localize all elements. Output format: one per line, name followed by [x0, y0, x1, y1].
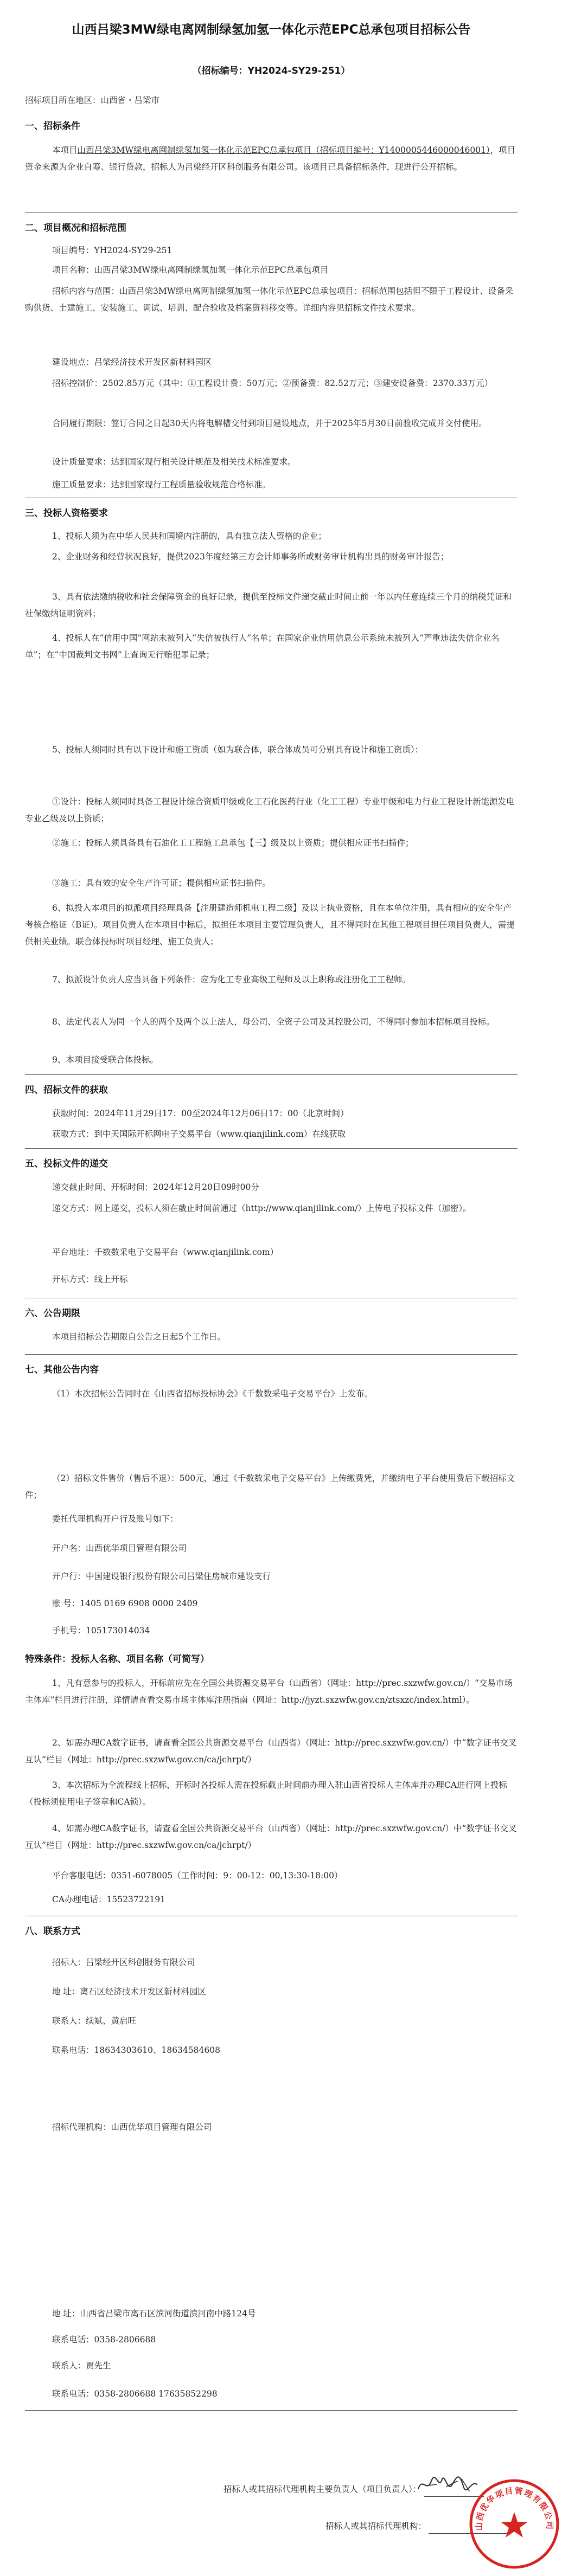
agent-name: 招标代理机构：山西优华项目管理有限公司	[52, 2122, 212, 2132]
section-2-heading: 二、项目概况和招标范围	[25, 223, 126, 234]
seal-star-icon	[501, 2512, 528, 2538]
qualification-6: 6、拟投入本项目的拟派项目经理具备【注册建造师机电工程二级】及以上执业资格，且在本单位注册，具有相应的安全生产考核合格证（B证）。项目负责人在本项目中标后，拟担任本项目主要管理负责人，且不得同时在其他工程项目担任项目负责人，需提供相关业绩。联合体投标时项目经理、施工负责人；	[25, 903, 515, 946]
section-7-heading: 七、其他公告内容	[25, 1364, 99, 1375]
tender-scope: 招标内容与范围：山西吕梁3MW绿电离网制绿氢加氢一体化示范EPC总承包项目：招标范围包括但不限于工程设计、设备采购供货、土建施工、安装施工、调试、培训、配合验收及档案资料移交等。详细内容见招标文件技术要求。	[25, 286, 514, 313]
construction-site: 建设地点：吕梁经济技术开发区新材料园区	[52, 357, 212, 367]
section-8-heading: 八、联系方式	[25, 1926, 80, 1937]
qualification-7: 7、拟派设计负责人应当具备下列条件：应为化工专业高级工程师及以上职称或注册化工工程师。	[52, 975, 411, 984]
notice-title: 山西吕梁3MW绿电离网制绿氢加氢一体化示范EPC总承包项目招标公告	[72, 23, 471, 37]
section-6-heading: 六、公告期限	[25, 1308, 80, 1319]
acquisition-time: 获取时间：2024年11月29日17：00至2024年12月06日17：00（北京时间）	[52, 1109, 349, 1118]
qualification-5: 5、投标人须同时具有以下设计和施工资质（如为联合体，联合体成员可分别具有设计和施工资质）：	[52, 745, 424, 755]
tenderer-address: 地 址：离石区经济技术开发区新材料园区	[52, 1987, 206, 1997]
platform-address: 平台地址：千数数采电子交易平台（www.qianjilink.com）	[52, 1247, 279, 1257]
project-code: 项目编号：YH2024-SY29-251	[52, 246, 173, 255]
section-1-paragraph	[25, 142, 518, 176]
qualification-5-construction: ②施工：投标人须具备具有石油化工工程施工总承包【三】级及以上资质；提供相应证书扫描件；	[52, 838, 414, 848]
tip-1: 1、凡有意参与的投标人，开标前应先在全国公共资源交易平台（山西省）（网址：http://prec.sxzwfw.gov.cn/）“交易市场主体库”栏目进行注册，详情请查看交易市场主体库注册指南（网址：http://jyzt.sxzwfw.gov.cn/ztsxzc/index.html）。	[25, 1678, 513, 1705]
seal-text: 山西优华项目管理有限公司	[474, 2485, 555, 2531]
account-name: 开户名：山西优华项目管理有限公司	[52, 1543, 187, 1553]
project-name: 项目名称：山西吕梁3MW绿电离网制绿氢加氢一体化示范EPC总承包项目	[52, 265, 329, 275]
tip-2: 2、如需办理CA数字证书，请查看全国公共资源交易平台（山西省）（网址：http://prec.sxzwfw.gov.cn/）中“数字证书交叉互认”栏目（网址：http://prec.sxzwfw.gov.cn/ca/jchrpt/）	[25, 1738, 517, 1764]
opening-method: 开标方式：线上开标	[52, 1274, 128, 1284]
agent-contact: 联系人：贾先生	[52, 2361, 111, 2371]
agent-tel: 联系电话：0358-2806688	[52, 2335, 156, 2345]
responsible-person-label: 招标人或其招标代理机构主要负责人（项目负责人）：	[223, 2484, 422, 2494]
tip-4: 4、如需办理CA数字证书，请查看全国公共资源交易平台（山西省）（网址：http://prec.sxzwfw.gov.cn/）中“数字证书交叉互认”栏目（网址：http://prec.sxzwfw.gov.cn/ca/jchrpt/）	[25, 1824, 517, 1850]
design-quality: 设计质量要求：达到国家现行相关设计规范及相关技术标准要求。	[52, 457, 296, 467]
agent-phones: 联系电话：0358-2806688 17635852298	[52, 2389, 218, 2399]
qualification-9: 9、本项目接受联合体投标。	[52, 1055, 158, 1065]
s1-text-e: 。该项目已具备招标条件，现进行公开招标。	[294, 162, 463, 172]
qualification-8: 8、法定代表人为同一个人的两个及两个以上法人，母公司、全资子公司及其控股公司，不得同时参加本招标项目投标。	[52, 1017, 495, 1027]
qualification-5-safety: ③施工：具有效的安全生产许可证；提供相应证书扫描件。	[52, 878, 271, 888]
contract-period: 合同履行期限：签订合同之日起30天内将电解槽交付到项目建设地点，并于2025年5月30日前验收完成并交付使用。	[52, 418, 487, 428]
qualification-3: 3、具有依法缴纳税收和社会保障资金的良好记录，提供至投标文件递交截止时间止前一年以内任意连续三个月的纳税凭证和社保缴纳证明资料；	[25, 592, 512, 619]
document-fee: （2）招标文件售价（售后不退）：500元，通过《千数数采电子交易平台》上传缴费凭，并缴纳电子平台使用费后下载招标文件；	[25, 1473, 515, 1500]
qualification-1: 1、投标人须为在中华人民共和国境内注册的，具有独立法人资格的企业；	[52, 531, 327, 541]
account-intro: 委托代理机构开户行及账号如下：	[52, 1514, 178, 1524]
s1-project-code: Y1400005446000046001）	[379, 145, 490, 155]
account-bank: 开户行：中国建设银行股份有限公司吕梁住房城市建设支行	[52, 1572, 271, 1581]
service-phone: 平台客服电话：0351-6078005（工作时间：9：00-12：00,13:30-18:00）	[52, 1871, 343, 1881]
publish-media: （1）本次招标公告同时在《山西省招标投标协会》《千数数采电子交易平台》上发布。	[52, 1389, 373, 1399]
section-divider	[25, 1148, 518, 1149]
submission-deadline: 递交截止时间、开标时间：2024年12月20日09时00分	[52, 1182, 259, 1192]
construction-quality: 施工质量要求：达到国家现行工程质量验收规范合格标准。	[52, 480, 271, 490]
agency-label: 招标人或其招标代理机构：	[325, 2521, 427, 2531]
tenderer-phone: 联系电话：18634303610、18634584608	[52, 2045, 220, 2055]
tender-number: （招标编号：YH2024-SY29-251）	[192, 66, 350, 76]
tenderer-name: 招标人：吕梁经开区科创服务有限公司	[52, 1957, 195, 1967]
s1-project-name: 山西吕梁3MW绿电离网制绿氢加氢一体化示范EPC总承包项目（招标项目编号：	[77, 145, 379, 155]
section-divider	[25, 1354, 518, 1355]
company-seal	[467, 2476, 562, 2572]
project-location: 招标项目所在地区：山西省・吕梁市	[25, 95, 160, 105]
agent-address: 地 址：山西省吕梁市离石区滨河街道滨河南中路124号	[52, 2309, 256, 2319]
section-divider	[25, 1074, 518, 1075]
account-number: 账 号：1405 0169 6908 0000 2409	[52, 1599, 198, 1608]
ca-phone: CA办理电话：15523722191	[52, 1895, 166, 1904]
account-phone: 手机号：105173014034	[52, 1626, 150, 1635]
acquisition-method: 获取方式：到中天国际开标网电子交易平台（www.qianjilink.com）在线获取	[52, 1129, 346, 1139]
section-divider	[25, 2410, 518, 2411]
tenderer-contact: 联系人：续斌、黄启旺	[52, 2016, 137, 2026]
tip-3: 3、本次招标为全流程线上招标，开标时各投标人需在投标截止时间前办理入驻山西省投标人主体库并办理CA进行网上投标（投标须使用电子签章和CA锁）。	[25, 1780, 507, 1807]
special-conditions-heading: 特殊条件：投标人名称、项目名称（可简写）	[25, 1654, 209, 1665]
qualification-2: 2、企业财务和经营状况良好，提供2023年度经第三方会计师事务所或财务审计机构出具的财务审计报告；	[52, 552, 449, 562]
control-price: 招标控制价：2502.85万元（其中：①工程设计费：50万元；②预备费：82.52万元；③建安设备费：2370.33万元）	[52, 378, 493, 388]
notice-period: 本项目招标公告期限自公告之日起5个工作日。	[52, 1332, 226, 1342]
submission-method: 递交方式：网上递交，投标人须在截止时间前通过（http://www.qianjilink.com/）上传电子投标文件（加密）。	[52, 1203, 471, 1213]
qualification-4: 4、投标人在“信用中国”网站未被列入“失信被执行人”名单；在国家企业信用信息公示系统未被列入“严重违法失信企业名单”；在“中国裁判文书网”上查询无行贿犯罪记录；	[25, 633, 500, 660]
section-5-heading: 五、投标文件的递交	[25, 1158, 108, 1169]
qualification-5-design: ①设计：投标人须同时具备工程设计综合资质甲级或化工石化医药行业（化工工程）专业甲级和电力行业工程设计新能源发电专业乙级及以上资质；	[25, 797, 515, 823]
section-3-heading: 三、投标人资格要求	[25, 508, 108, 519]
section-4-heading: 四、招标文件的获取	[25, 1085, 108, 1096]
section-1-heading: 一、招标条件	[25, 121, 80, 132]
section-divider	[25, 212, 518, 213]
s1-funding: ，项目资金来源为企业自筹、银行贷款，招标人为吕梁经开区科创服务有限公司	[25, 145, 516, 172]
s1-text-a: 本项目	[52, 145, 78, 155]
